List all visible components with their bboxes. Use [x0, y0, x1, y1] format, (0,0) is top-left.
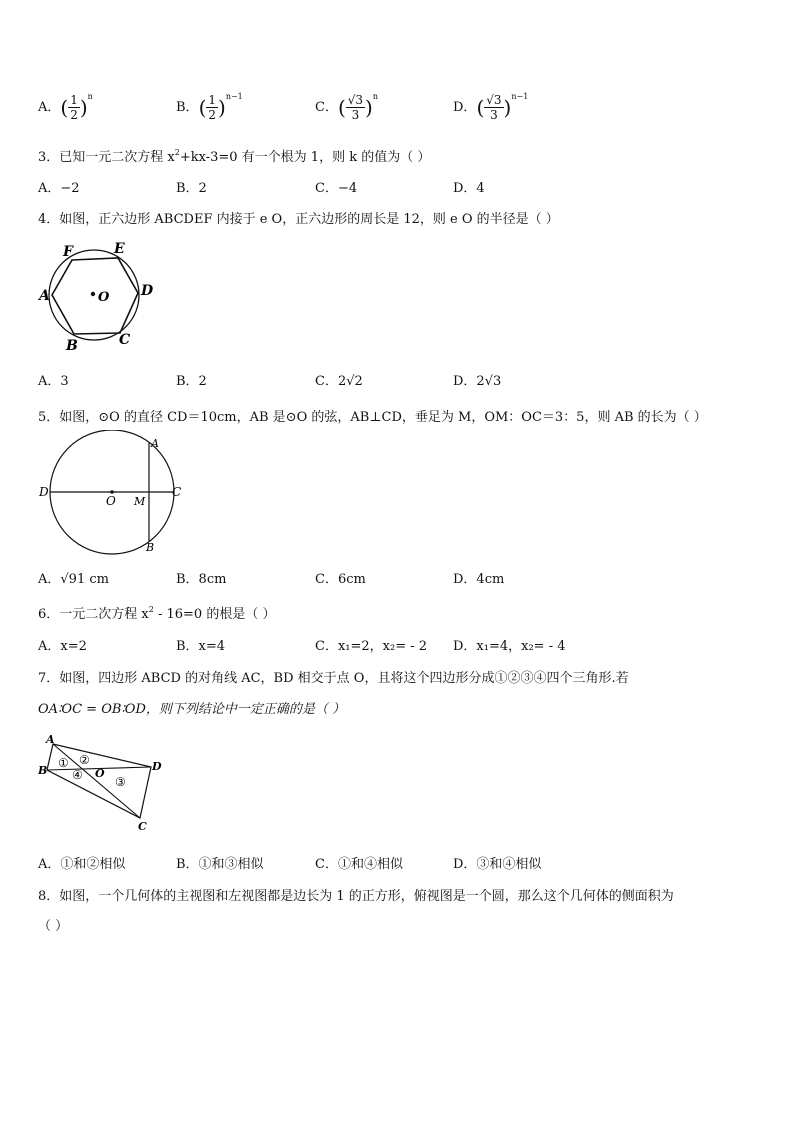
q5-option-c[interactable]: C．6cm: [315, 572, 366, 587]
q5-option-a[interactable]: A．√91 cm: [38, 572, 109, 587]
q5-stem: 5．如图，⊙O 的直径 CD＝10cm，AB 是⊙O 的弦，AB⊥CD，垂足为 M，OM：OC＝3：5，则 AB 的长为（ ）: [38, 410, 707, 425]
label-e: E: [114, 241, 125, 257]
q3-stem: [38, 146, 430, 165]
numerator: √3: [486, 93, 502, 107]
label-f: F: [63, 244, 73, 260]
q4-option-a[interactable]: A．3: [38, 374, 69, 389]
label-d: D: [152, 760, 162, 773]
numerator: 1: [208, 93, 217, 107]
numerator: 1: [70, 93, 78, 107]
q7-stem-line1: 7．如图，四边形 ABCD 的对角线 AC，BD 相交于点 O，且将这个四边形分成①②③④四个三角形.若: [38, 671, 629, 686]
q2-option-b[interactable]: B．( $\frac{1}{2}$ )$^{n-1}$: [176, 92, 243, 122]
option-label: B．: [176, 100, 199, 115]
q6-option-d[interactable]: D．x₁=4，x₂= - 4: [453, 639, 566, 654]
label-a: A: [151, 437, 159, 450]
q4-option-c[interactable]: C．2√2: [315, 374, 363, 389]
q7-quadrilateral-figure: [38, 732, 173, 836]
q4-hexagon-figure: [36, 238, 166, 356]
region-1: ①: [58, 756, 69, 770]
option-label: A．: [38, 100, 61, 115]
q6-option-b[interactable]: B．x=4: [176, 639, 226, 654]
label-a: A: [39, 288, 50, 304]
superscript: 2: [148, 605, 154, 614]
hexagon-abcdef: [52, 258, 138, 334]
q4-stem: 4．如图，正六边形 ABCDEF 内接于 e O，正六边形的周长是 12，则 e O 的半径是（ ）: [38, 212, 559, 227]
q5-option-b[interactable]: B．8cm: [176, 572, 227, 587]
option-label: C．: [315, 100, 338, 115]
q7-stem-line2: OA∶OC = OB∶OD，则下列结论中一定正确的是（ ）: [38, 702, 345, 717]
q6-option-c[interactable]: C．x₁=2，x₂= - 2: [315, 639, 428, 654]
q7-option-b[interactable]: B．①和③相似: [176, 857, 264, 872]
q3-option-b[interactable]: B．2: [176, 181, 207, 196]
q6-stem: [38, 603, 275, 622]
q5-option-d[interactable]: D．4cm: [453, 572, 505, 587]
q7-option-d[interactable]: D．③和④相似: [453, 857, 542, 872]
fraction: [346, 94, 365, 121]
label-o: O: [95, 767, 105, 780]
superscript: 2: [174, 148, 180, 157]
q2-option-d[interactable]: D．( $\frac{√3}{3}$ )$^{n-1}$: [453, 92, 529, 122]
fraction: [206, 94, 218, 121]
region-3: ③: [115, 775, 126, 789]
q4-option-b[interactable]: B．2: [176, 374, 207, 389]
label-c: C: [119, 332, 131, 348]
q7-option-c[interactable]: C．①和④相似: [315, 857, 403, 872]
q3-option-a[interactable]: A．−2: [38, 181, 80, 196]
denominator: 3: [351, 108, 360, 122]
label-d: D: [39, 485, 49, 499]
exponent: n−1: [225, 92, 243, 101]
denominator: 3: [490, 108, 498, 122]
q2-option-c[interactable]: C．( $\frac{√3}{3}$ )$^n$: [315, 92, 379, 122]
label-d: D: [141, 283, 154, 299]
option-label: D．: [453, 100, 477, 115]
q3-option-d[interactable]: D．4: [453, 181, 485, 196]
q8-stem-line2: （ ）: [38, 919, 69, 934]
label-o: O: [106, 494, 116, 508]
label-b: B: [146, 541, 155, 554]
stem-text: - 16=0 的根是（ ）: [153, 607, 276, 622]
exponent: n: [372, 92, 379, 101]
q7-option-a[interactable]: A．①和②相似: [38, 857, 126, 872]
label-a: A: [46, 733, 55, 746]
q8-stem-line1: 8．如图，一个几何体的主视图和左视图都是边长为 1 的正方形，俯视图是一个圆，那么这个几何体的侧面积为: [38, 889, 674, 904]
label-b: B: [66, 338, 78, 354]
stem-text: 3．已知一元二次方程 x: [38, 150, 175, 165]
label-c: C: [138, 820, 147, 833]
q4-option-d[interactable]: D．2√3: [453, 374, 502, 389]
stem-text: +kx-3=0 有一个根为 1，则 k 的值为（ ）: [179, 150, 431, 165]
label-m: M: [134, 495, 146, 508]
label-b: B: [38, 764, 48, 777]
denominator: 2: [70, 108, 78, 122]
label-o: O: [98, 290, 110, 305]
q2-option-a[interactable]: A．( $\frac{1}{2}$ )$^n$: [38, 92, 93, 122]
stem-text: 6．一元二次方程 x: [38, 607, 149, 622]
region-2: ②: [79, 753, 90, 767]
fraction: [68, 94, 80, 121]
region-4: ④: [72, 768, 83, 782]
center-point: [91, 292, 95, 296]
q5-circle-figure: [36, 430, 196, 556]
denominator: 2: [208, 108, 217, 122]
numerator: √3: [347, 93, 364, 107]
q6-option-a[interactable]: A．x=2: [38, 639, 87, 654]
exponent: n−1: [511, 92, 529, 101]
label-c: C: [172, 485, 182, 499]
q3-option-c[interactable]: C．−4: [315, 181, 358, 196]
fraction: [484, 94, 503, 121]
exponent: n: [87, 92, 93, 101]
